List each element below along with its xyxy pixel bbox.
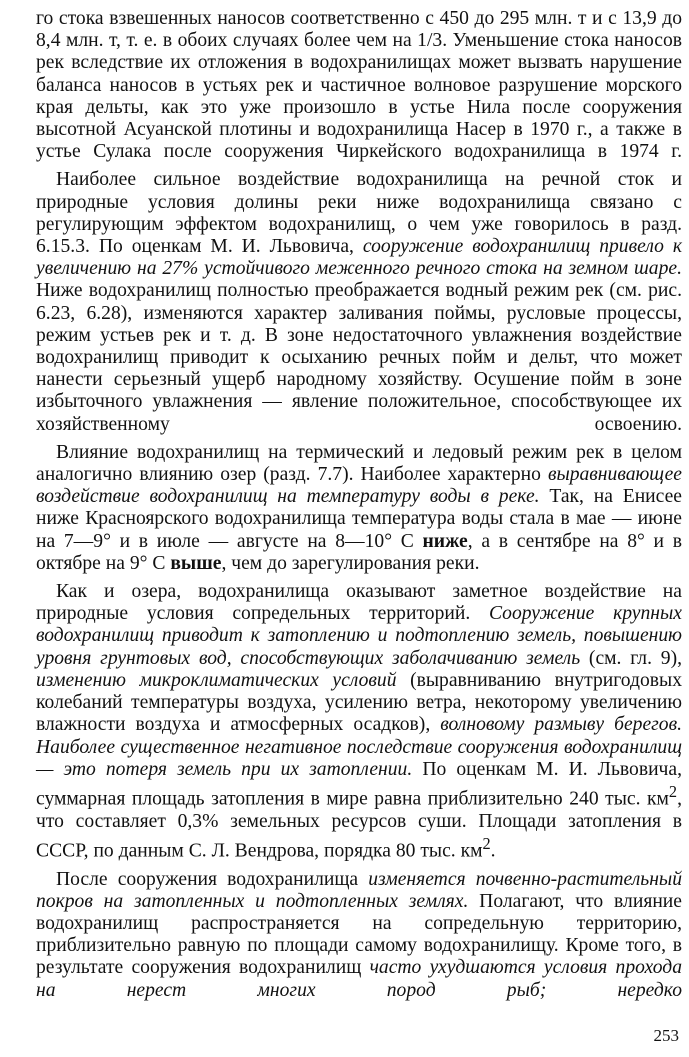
paragraph-4 — [36, 581, 682, 863]
paragraph-5-text-1: После сооружения водохранилища — [56, 868, 369, 890]
paragraph-4-text-1: Как и озера, водохранилища оказывают заметное воздействие на природные условия сопредельных территорий. — [36, 581, 682, 625]
paragraph-2-text-2: Ниже водохранилищ полностью преображается водный режим рек (см. рис. 6.23, 6.28), изменяются характер заливания поймы, русловые процессы, режим устьев рек и т. д. В зоне недостаточного увлажнения воздействие водохранилищ приводит к осыханию речных пойм и дельт, что может нанести серьезный ущерб народному хозяйству. Осушение пойм в зоне избыточного увлажнения — явление положительное, способствующее их хозяйственному освоению. — [36, 280, 682, 435]
page-body — [36, 8, 682, 1002]
paragraph-4-superscript-1: 2 — [668, 781, 678, 801]
page-number: 253 — [653, 1026, 679, 1045]
paragraph-4-italic-2: изменению микроклиматических условий — [36, 669, 397, 691]
paragraph-5 — [36, 869, 682, 1002]
paragraph-4-text-4: По оценкам М. И. Львовича, суммарная площадь затопления в мире равна приблизительно 240 тыс. км — [36, 758, 683, 810]
paragraph-3-text-3: , а в сентябре на 8° и в октябре на 9° С — [36, 530, 682, 574]
paragraph-3-text-4: , чем до зарегулирования реки. — [221, 552, 480, 574]
paragraph-4-text-6: . — [490, 840, 496, 862]
paragraph-3-text-1: Влияние водохранилищ на термический и ледовый режим рек в целом аналогично влиянию озер (разд. 7.7). Наиболее характерно — [36, 441, 682, 486]
paragraph-4-text-3: (выравниванию внутригодовых колебаний температуры воздуха, усилению ветра, некоторому увеличению влажности воздуха и атмосферных осадков), — [36, 669, 682, 736]
paragraph-5-italic-2: часто ухудшаются условия прохода на нерест многих пород рыб; нередко — [36, 957, 682, 1001]
paragraph-3-bold-lower: ниже — [422, 530, 468, 552]
paragraph-1 — [36, 8, 682, 163]
paragraph-3-bold-higher: выше — [170, 552, 222, 574]
paragraph-4-text-5: , что составляет 0,3% земельных ресурсов суши. Площади затопления в СССР, по данным С. Л. Вендрова, порядка 80 тыс. км — [36, 788, 682, 862]
paragraph-4-italic-3: волновому размыву берегов. Наиболее существенное негативное последствие сооружения водохранилищ — это потеря земель при их затоплении. — [36, 714, 682, 780]
paragraph-5-text-2: Полагают, что влияние водохранилищ распространяется на сопредельную территорию, приблизительно равную по площади самому водохранилищу. Кроме того, в результате сооружения водохранилищ — [36, 890, 682, 979]
paragraph-4-text-2: (см. гл. 9), — [580, 647, 682, 669]
paragraph-2 — [36, 169, 682, 435]
paragraph-2-text-1: Наиболее сильное воздействие водохранилища на речной сток и природные условия долины реки ниже водохранилища связано с регулирующим эффектом водохранилищ, о чем уже говорилось в разд. 6.15.3. По оценкам М. И. Львовича, — [36, 169, 682, 258]
paragraph-4-italic-1: Сооружение крупных водохранилищ приводит к затоплению и подтоплению земель, повышению уровня грунтовых вод, способствующих заболачиванию земель — [36, 603, 682, 669]
paragraph-3 — [36, 442, 682, 575]
paragraph-3-text-2: Так, на Енисее ниже Красноярского водохранилища температура воды стала в мае — июне на 7—9° и в июле — августе на 8—10° С — [36, 486, 682, 552]
paragraph-1-text: го стока взвешенных наносов соответственно с 450 до 295 млн. т и с 13,9 до 8,4 млн. т, т. е. в обоих случаях более чем на 1/3. Уменьшение стока наносов рек вследствие их отложения в водохранилищах может вызвать нарушение баланса наносов в устьях рек и частичное волновое разрушение морского края дельты, как это уже произошло в устье Нила после сооружения высотной Асуанской плотины и водохранилища Насер в 1970 г., а также в устье Сулака после сооружения Чиркейского водохранилища в 1974 г. — [36, 8, 682, 163]
paragraph-4-superscript-2: 2 — [482, 833, 491, 853]
paragraph-3-italic-1: выравнивающее воздействие водохранилищ на температуру воды в реке. — [36, 464, 682, 508]
paragraph-5-italic-1: изменяется почвенно-растительный покров на затопленных и подтопленных землях. — [36, 868, 682, 912]
paragraph-2-italic-1: сооружение водохранилищ привело к увеличению на 27% устойчивого меженного речного стока на земном шаре. — [36, 236, 682, 280]
